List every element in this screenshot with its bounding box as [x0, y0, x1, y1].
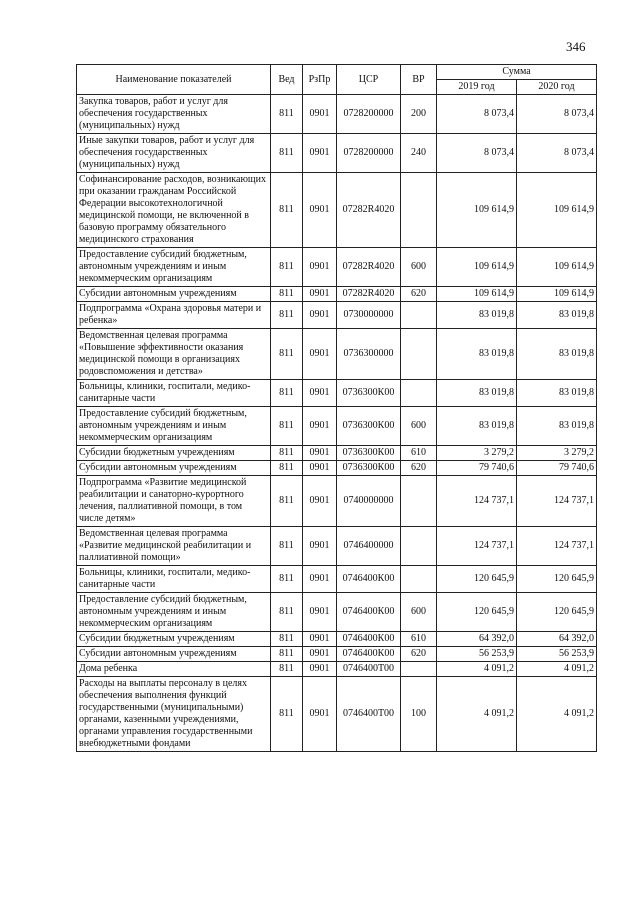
- row-rzpr: 0901: [303, 302, 337, 329]
- table-row: [77, 95, 597, 134]
- row-sum-2019: 83 019,8: [437, 380, 517, 407]
- row-rzpr: 0901: [303, 95, 337, 134]
- row-rzpr: 0901: [303, 407, 337, 446]
- row-ved: 811: [271, 173, 303, 248]
- row-vr: 240: [401, 134, 437, 173]
- row-sum-2020: 83 019,8: [517, 329, 597, 380]
- row-csr: 0728200000: [337, 95, 401, 134]
- row-rzpr: 0901: [303, 446, 337, 461]
- row-vr: [401, 329, 437, 380]
- row-ved: 811: [271, 329, 303, 380]
- table-row: [77, 248, 597, 287]
- row-ved: 811: [271, 527, 303, 566]
- row-vr: 610: [401, 632, 437, 647]
- table-row: [77, 647, 597, 662]
- row-sum-2019: 3 279,2: [437, 446, 517, 461]
- row-vr: [401, 173, 437, 248]
- row-sum-2020: 64 392,0: [517, 632, 597, 647]
- table-row: [77, 446, 597, 461]
- row-ved: 811: [271, 287, 303, 302]
- row-sum-2020: 79 740,6: [517, 461, 597, 476]
- row-name: Предоставление субсидий бюджетным, автономным учреждениям и иным некоммерческим организациям: [77, 248, 271, 287]
- table-row: [77, 461, 597, 476]
- header-ved: Вед: [271, 65, 303, 95]
- row-vr: [401, 302, 437, 329]
- row-ved: 811: [271, 677, 303, 752]
- row-rzpr: 0901: [303, 527, 337, 566]
- row-sum-2019: 83 019,8: [437, 329, 517, 380]
- row-rzpr: 0901: [303, 248, 337, 287]
- row-rzpr: 0901: [303, 566, 337, 593]
- row-rzpr: 0901: [303, 287, 337, 302]
- row-csr: 0746400Т00: [337, 677, 401, 752]
- table-row: [77, 329, 597, 380]
- row-vr: 200: [401, 95, 437, 134]
- row-sum-2020: 120 645,9: [517, 566, 597, 593]
- row-csr: 0736300К00: [337, 380, 401, 407]
- row-sum-2020: 109 614,9: [517, 173, 597, 248]
- row-ved: 811: [271, 476, 303, 527]
- row-sum-2019: 120 645,9: [437, 593, 517, 632]
- row-vr: 600: [401, 593, 437, 632]
- row-sum-2020: 3 279,2: [517, 446, 597, 461]
- row-csr: 0728200000: [337, 134, 401, 173]
- row-ved: 811: [271, 380, 303, 407]
- row-vr: [401, 476, 437, 527]
- table-row: [77, 677, 597, 752]
- row-rzpr: 0901: [303, 173, 337, 248]
- row-sum-2020: 83 019,8: [517, 302, 597, 329]
- row-sum-2019: 120 645,9: [437, 566, 517, 593]
- row-rzpr: 0901: [303, 329, 337, 380]
- row-name: Субсидии автономным учреждениям: [77, 647, 271, 662]
- row-rzpr: 0901: [303, 677, 337, 752]
- row-csr: 0746400К00: [337, 647, 401, 662]
- row-ved: 811: [271, 662, 303, 677]
- table-row: [77, 302, 597, 329]
- row-ved: 811: [271, 134, 303, 173]
- table-row: [77, 134, 597, 173]
- row-csr: 07282R4020: [337, 287, 401, 302]
- row-vr: 620: [401, 287, 437, 302]
- table-row: [77, 662, 597, 677]
- row-ved: 811: [271, 407, 303, 446]
- header-name: Наименование показателей: [77, 65, 271, 95]
- header-2020: 2020 год: [517, 80, 597, 95]
- row-name: Предоставление субсидий бюджетным, автономным учреждениям и иным некоммерческим организациям: [77, 407, 271, 446]
- row-csr: 07282R4020: [337, 248, 401, 287]
- row-rzpr: 0901: [303, 593, 337, 632]
- row-ved: 811: [271, 248, 303, 287]
- row-csr: 0746400Т00: [337, 662, 401, 677]
- table-row: [77, 527, 597, 566]
- row-sum-2019: 8 073,4: [437, 95, 517, 134]
- row-name: Подпрограмма «Охрана здоровья матери и ребенка»: [77, 302, 271, 329]
- row-csr: 0736300К00: [337, 461, 401, 476]
- row-name: Ведомственная целевая программа «Повышение эффективности оказания медицинской помощи в организациях родовспоможения и детства»: [77, 329, 271, 380]
- row-vr: 620: [401, 461, 437, 476]
- header-csr: ЦСР: [337, 65, 401, 95]
- row-ved: 811: [271, 566, 303, 593]
- budget-table: [76, 64, 597, 752]
- row-rzpr: 0901: [303, 380, 337, 407]
- row-name: Субсидии бюджетным учреждениям: [77, 446, 271, 461]
- row-name: Иные закупки товаров, работ и услуг для обеспечения государственных (муниципальных) нужд: [77, 134, 271, 173]
- row-sum-2020: 120 645,9: [517, 593, 597, 632]
- header-rzpr: РзПр: [303, 65, 337, 95]
- row-ved: 811: [271, 632, 303, 647]
- row-name: Закупка товаров, работ и услуг для обеспечения государственных (муниципальных) нужд: [77, 95, 271, 134]
- row-ved: 811: [271, 302, 303, 329]
- header-row: [77, 65, 597, 80]
- row-name: Расходы на выплаты персоналу в целях обеспечения выполнения функций государственными (муниципальными) органами, казенными учреждениями, органами управления государственными внебюджетными фондами: [77, 677, 271, 752]
- row-name: Субсидии бюджетным учреждениям: [77, 632, 271, 647]
- table-row: [77, 593, 597, 632]
- row-csr: 0746400К00: [337, 632, 401, 647]
- row-csr: 0740000000: [337, 476, 401, 527]
- row-sum-2019: 109 614,9: [437, 248, 517, 287]
- row-sum-2019: 124 737,1: [437, 527, 517, 566]
- row-rzpr: 0901: [303, 662, 337, 677]
- row-csr: 07282R4020: [337, 173, 401, 248]
- row-sum-2019: 4 091,2: [437, 677, 517, 752]
- row-rzpr: 0901: [303, 461, 337, 476]
- table-row: [77, 632, 597, 647]
- row-name: Субсидии автономным учреждениям: [77, 287, 271, 302]
- row-sum-2020: 8 073,4: [517, 95, 597, 134]
- row-sum-2020: 109 614,9: [517, 287, 597, 302]
- header-vr: ВР: [401, 65, 437, 95]
- row-name: Больницы, клиники, госпитали, медико-санитарные части: [77, 380, 271, 407]
- row-rzpr: 0901: [303, 476, 337, 527]
- row-sum-2020: 83 019,8: [517, 380, 597, 407]
- row-sum-2019: 79 740,6: [437, 461, 517, 476]
- row-sum-2019: 109 614,9: [437, 173, 517, 248]
- table-body: [77, 95, 597, 752]
- table-row: [77, 380, 597, 407]
- row-sum-2019: 109 614,9: [437, 287, 517, 302]
- row-vr: 620: [401, 647, 437, 662]
- row-name: Софинансирование расходов, возникающих при оказании гражданам Российской Федерации высокотехнологичной медицинской помощи, не включенной в базовую программу обязательного медицинского страхования: [77, 173, 271, 248]
- row-csr: 0746400К00: [337, 593, 401, 632]
- row-name: Субсидии автономным учреждениям: [77, 461, 271, 476]
- row-sum-2020: 8 073,4: [517, 134, 597, 173]
- row-csr: 0746400К00: [337, 566, 401, 593]
- row-name: Больницы, клиники, госпитали, медико-санитарные части: [77, 566, 271, 593]
- row-ved: 811: [271, 461, 303, 476]
- row-sum-2020: 83 019,8: [517, 407, 597, 446]
- row-vr: [401, 566, 437, 593]
- row-vr: 600: [401, 407, 437, 446]
- row-name: Предоставление субсидий бюджетным, автономным учреждениям и иным некоммерческим организациям: [77, 593, 271, 632]
- row-sum-2020: 124 737,1: [517, 476, 597, 527]
- row-sum-2019: 124 737,1: [437, 476, 517, 527]
- page-number: 346: [566, 39, 586, 54]
- row-csr: 0736300К00: [337, 407, 401, 446]
- table-row: [77, 407, 597, 446]
- row-sum-2019: 83 019,8: [437, 302, 517, 329]
- row-csr: 0730000000: [337, 302, 401, 329]
- table-row: [77, 476, 597, 527]
- row-vr: [401, 380, 437, 407]
- row-vr: 100: [401, 677, 437, 752]
- row-name: Ведомственная целевая программа «Развитие медицинской реабилитации и паллиативной помощи»: [77, 527, 271, 566]
- row-rzpr: 0901: [303, 647, 337, 662]
- row-sum-2019: 83 019,8: [437, 407, 517, 446]
- row-sum-2019: 56 253,9: [437, 647, 517, 662]
- row-csr: 0746400000: [337, 527, 401, 566]
- table-row: [77, 566, 597, 593]
- row-vr: 610: [401, 446, 437, 461]
- table-row: [77, 287, 597, 302]
- row-sum-2020: 56 253,9: [517, 647, 597, 662]
- row-ved: 811: [271, 593, 303, 632]
- header-sum: Сумма: [437, 65, 597, 80]
- header-2019: 2019 год: [437, 80, 517, 95]
- row-ved: 811: [271, 446, 303, 461]
- row-ved: 811: [271, 647, 303, 662]
- row-sum-2020: 4 091,2: [517, 677, 597, 752]
- row-name: Дома ребенка: [77, 662, 271, 677]
- row-sum-2020: 124 737,1: [517, 527, 597, 566]
- row-vr: 600: [401, 248, 437, 287]
- row-rzpr: 0901: [303, 632, 337, 647]
- table-row: [77, 173, 597, 248]
- row-csr: 0736300К00: [337, 446, 401, 461]
- row-sum-2020: 109 614,9: [517, 248, 597, 287]
- row-sum-2019: 8 073,4: [437, 134, 517, 173]
- row-vr: [401, 527, 437, 566]
- row-vr: [401, 662, 437, 677]
- row-csr: 0736300000: [337, 329, 401, 380]
- row-name: Подпрограмма «Развитие медицинской реабилитации и санаторно-курортного лечения, паллиативной помощи, в том числе детям»: [77, 476, 271, 527]
- row-sum-2020: 4 091,2: [517, 662, 597, 677]
- row-rzpr: 0901: [303, 134, 337, 173]
- row-ved: 811: [271, 95, 303, 134]
- row-sum-2019: 4 091,2: [437, 662, 517, 677]
- row-sum-2019: 64 392,0: [437, 632, 517, 647]
